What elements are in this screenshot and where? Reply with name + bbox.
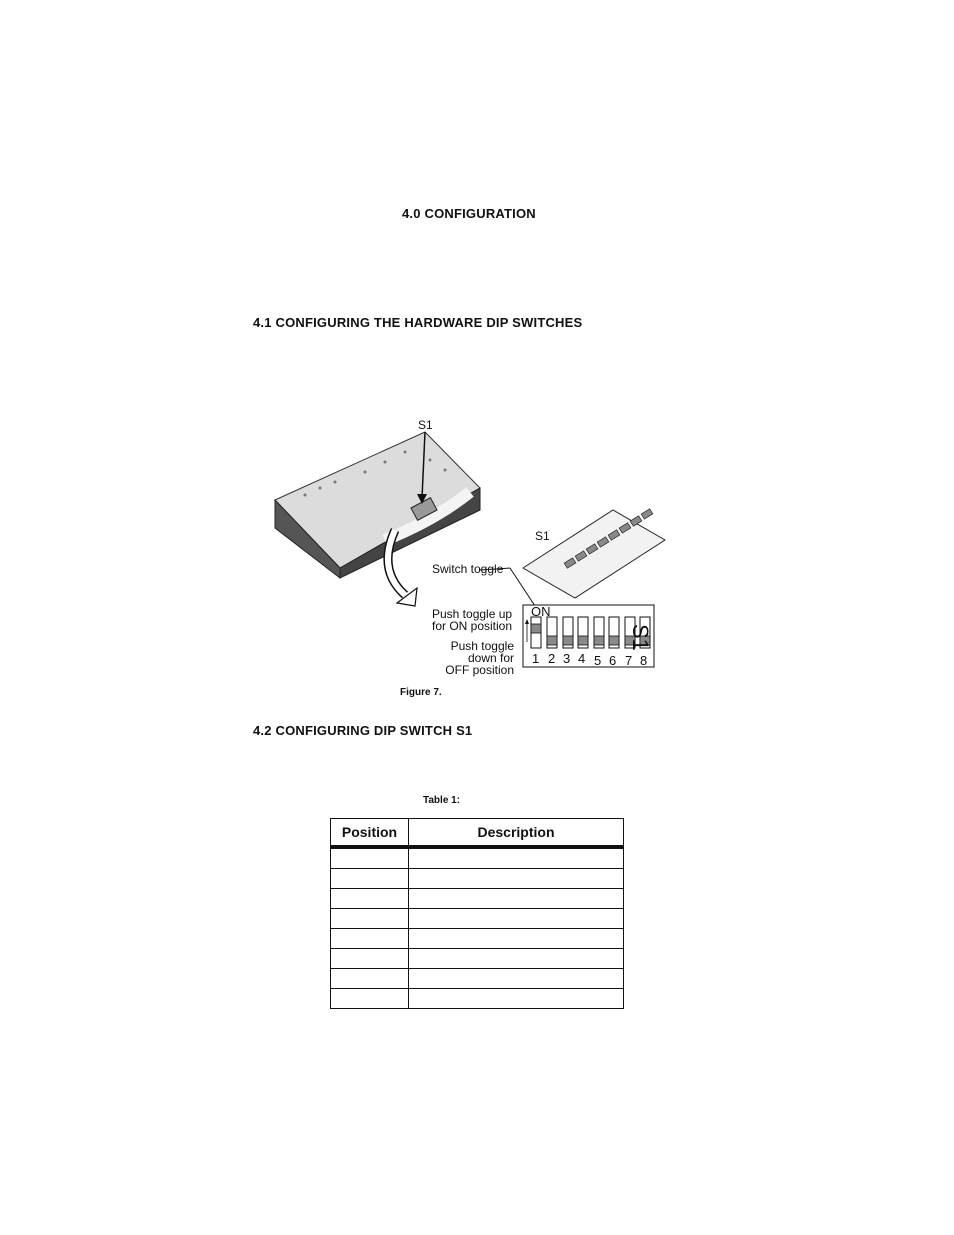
- col-header-description: Description: [409, 819, 624, 848]
- table-row: [331, 909, 624, 929]
- cell-position: [331, 969, 409, 989]
- label-s1-switch: S1: [535, 529, 550, 543]
- label-push-up-2: for ON position: [432, 619, 513, 633]
- label-switch-toggle: Switch toggle: [432, 562, 504, 576]
- table-row: [331, 949, 624, 969]
- cell-position: [331, 889, 409, 909]
- label-s1-big: S1: [628, 624, 653, 651]
- label-push-down-1: Push toggle: [450, 639, 514, 653]
- label-push-up-1: Push toggle up: [432, 607, 513, 621]
- switch-number: 7: [625, 653, 633, 668]
- cell-position: [331, 869, 409, 889]
- cell-description: [409, 929, 624, 949]
- switch-number: 1: [532, 651, 540, 666]
- table-row: [331, 929, 624, 949]
- switch-number: 4: [578, 651, 586, 666]
- cell-description: [409, 869, 624, 889]
- label-s1-device: S1: [418, 418, 433, 432]
- cell-description: [409, 847, 624, 869]
- cell-description: [409, 909, 624, 929]
- cell-position: [331, 909, 409, 929]
- cell-description: [409, 949, 624, 969]
- switch-number: 3: [563, 651, 571, 666]
- cell-position: [331, 989, 409, 1009]
- table-row: [331, 847, 624, 869]
- table-dip-s1: [330, 818, 624, 1009]
- table-row: [331, 969, 624, 989]
- cell-position: [331, 847, 409, 869]
- cell-position: [331, 949, 409, 969]
- section-title-configuration: 4.0 CONFIGURATION: [402, 206, 536, 221]
- label-push-down-2: down for: [467, 651, 514, 665]
- cell-description: [409, 989, 624, 1009]
- table-row: [331, 869, 624, 889]
- switch-number: 2: [548, 651, 556, 666]
- table-caption: Table 1:: [423, 795, 461, 806]
- label-push-down-3: OFF position: [445, 663, 514, 677]
- cell-position: [331, 929, 409, 949]
- switch-number: 6: [609, 653, 617, 668]
- cell-description: [409, 889, 624, 909]
- figure-caption: Figure 7.: [400, 687, 442, 698]
- switch-number: 8: [640, 653, 648, 668]
- cell-description: [409, 969, 624, 989]
- table-header-row: [331, 819, 624, 848]
- table-row: [331, 889, 624, 909]
- switch-number: 5: [594, 653, 602, 668]
- label-on: ON: [531, 604, 551, 619]
- table-row: [331, 989, 624, 1009]
- figure-dip-switch: [265, 410, 685, 680]
- section-title-hardware-dip: 4.1 CONFIGURING THE HARDWARE DIP SWITCHES: [253, 315, 583, 330]
- col-header-position: Position: [331, 819, 409, 848]
- section-title-dip-s1: 4.2 CONFIGURING DIP SWITCH S1: [253, 723, 473, 738]
